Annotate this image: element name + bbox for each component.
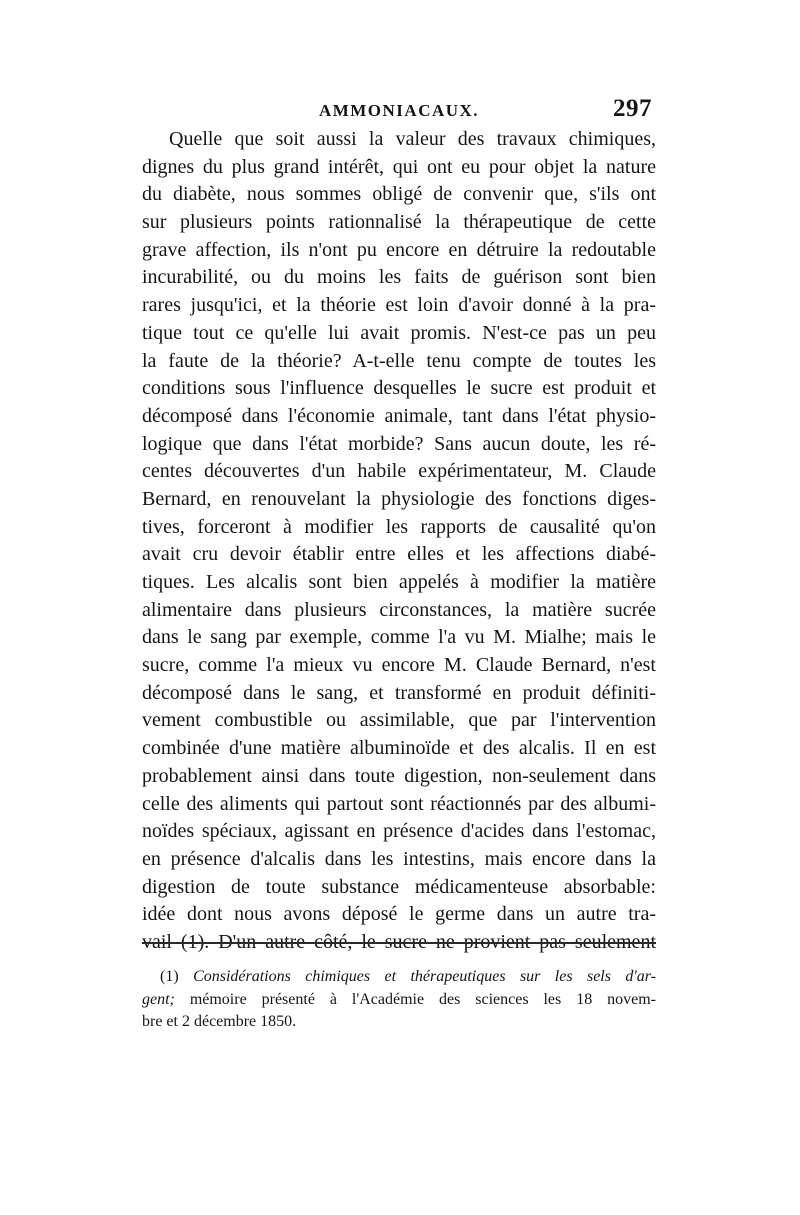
text-line: incurabilité, ou du moins les faits de guérison sont bien (142, 266, 656, 289)
text-line: dans le sang par exemple, comme l'a vu M. Mialhe; mais le (142, 626, 656, 649)
text-line: noïdes spéciaux, agissant en présence d'acides dans l'estomac, (142, 820, 656, 843)
text-line: tique tout ce qu'elle lui avait promis. N'est-ce pas un peu (142, 321, 656, 344)
text-line: centes découvertes d'un habile expérimentateur, M. Claude (142, 460, 656, 483)
footnote-line (142, 989, 656, 1012)
running-head (142, 95, 656, 125)
footnote-line: bre et 2 décembre 1850. (142, 1013, 297, 1030)
footnote (142, 966, 656, 1034)
text-line: vement combustible ou assimilable, que par l'intervention (142, 709, 656, 732)
text-line: logique que dans l'état morbide? Sans aucun doute, les ré- (142, 432, 656, 455)
footnote-text: mémoire présenté à l'Académie des sciences les 18 novem- (189, 990, 657, 1008)
text-line: Bernard, en renouvelant la physiologie des fonctions diges- (142, 487, 656, 510)
text-line: sur plusieurs points rationnalisé la thérapeutique de cette (142, 211, 656, 234)
text-line: la faute de la théorie? A-t-elle tenu compte de toutes les (142, 349, 656, 372)
text-line: conditions sous l'influence desquelles le sucre est produit et (142, 377, 656, 400)
text-line: du diabète, nous sommes obligé de convenir que, s'ils ont (142, 183, 656, 206)
text-line: idée dont nous avons déposé le germe dans un autre tra- (142, 903, 656, 926)
footnote-cited-title-cont: gent; (142, 990, 175, 1008)
text-line: combinée d'une matière albuminoïde et des alcalis. Il en est (142, 737, 656, 760)
body-paragraph (142, 126, 656, 957)
footnote-divider (142, 942, 656, 944)
footnote-cited-title: Considérations chimiques et thérapeutiques sur les sels d'ar- (193, 968, 657, 985)
text-line: en présence d'alcalis dans les intestins, mais encore dans la (142, 847, 656, 870)
text-line: Quelle que soit aussi la valeur des travaux chimiques, (169, 128, 656, 150)
text-line: digestion de toute substance médicamenteuse absorbable: (142, 875, 656, 898)
running-title: AMMONIACAUX. (318, 101, 480, 120)
text-line: tives, forceront à modifier les rapports de causalité qu'on (142, 515, 656, 538)
text-line: sucre, comme l'a mieux vu encore M. Claude Bernard, n'est (142, 654, 656, 677)
text-line: décomposé dans le sang, et transformé en produit définiti- (142, 681, 656, 704)
text-line: avait cru devoir établir entre elles et les affections diabé- (142, 543, 656, 566)
text-line: vail (1). D'un autre côté, le sucre ne provient pas seulement (142, 930, 656, 953)
text-line: dignes du plus grand intérêt, qui ont eu pour objet la nature (142, 155, 656, 178)
footnote-marker: (1) (160, 968, 179, 985)
page-number: 297 (613, 95, 652, 122)
text-line: alimentaire dans plusieurs circonstances, la matière sucrée (142, 598, 656, 621)
text-line: rares jusqu'ici, et la théorie est loin d'avoir donné à la pra- (142, 294, 656, 317)
footnote-line (142, 966, 656, 989)
text-line: probablement ainsi dans toute digestion, non-seulement dans (142, 764, 656, 787)
text-line: grave affection, ils n'ont pu encore en détruire la redoutable (142, 238, 656, 261)
text-line: celle des aliments qui partout sont réactionnés par des albumi- (142, 792, 656, 815)
text-line: décomposé dans l'économie animale, tant dans l'état physio- (142, 404, 656, 427)
text-line: tiques. Les alcalis sont bien appelés à modifier la matière (142, 571, 656, 593)
